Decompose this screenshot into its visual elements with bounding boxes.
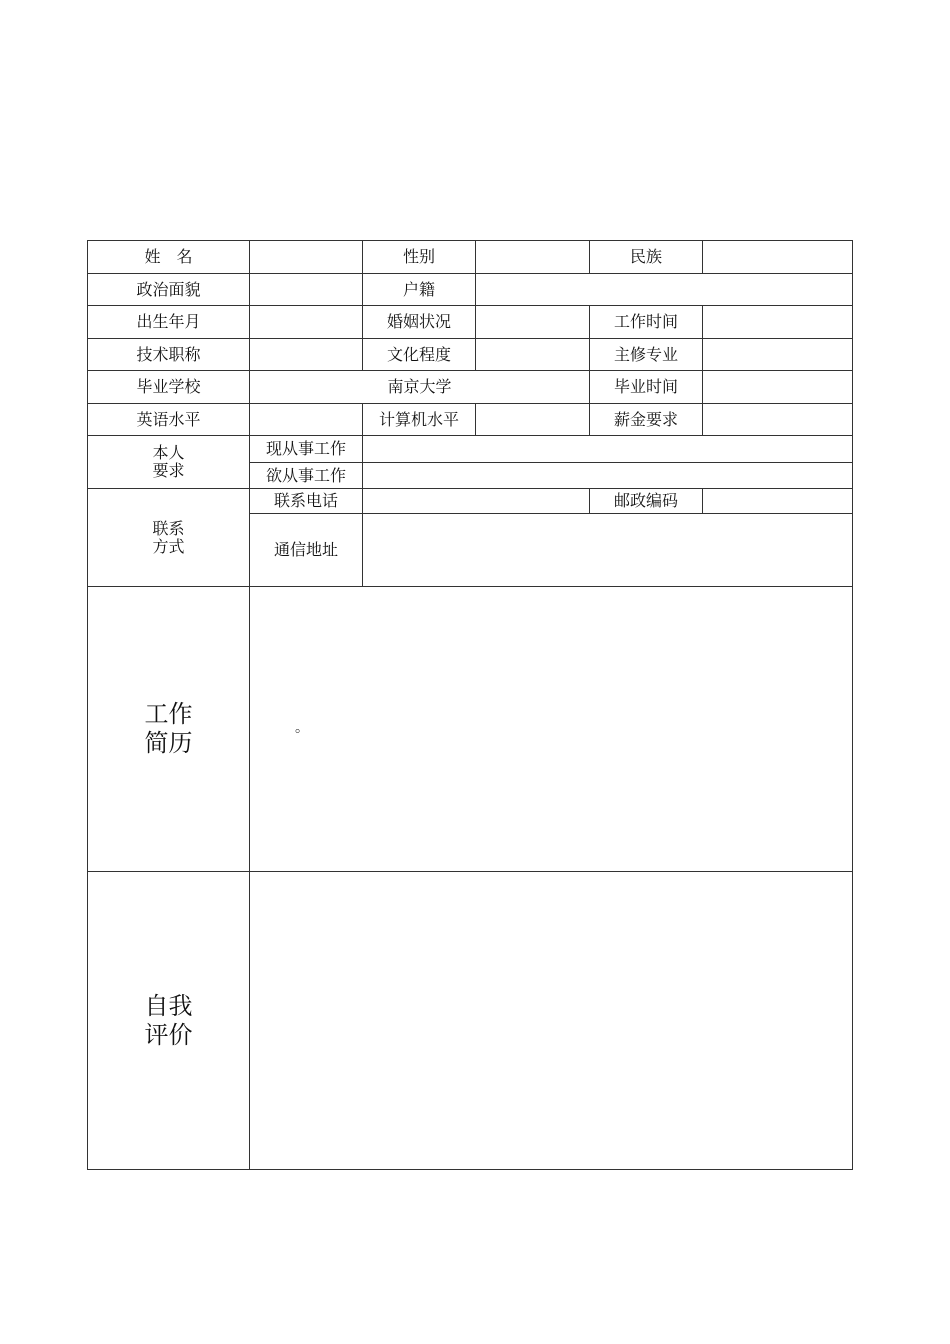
political-status-label: 政治面貌: [88, 274, 250, 306]
household-registration-field[interactable]: [476, 274, 853, 306]
technical-title-label: 技术职称: [88, 339, 250, 371]
postal-code-label: 邮政编码: [590, 489, 703, 514]
english-level-label: 英语水平: [88, 404, 250, 436]
name-label: 姓 名: [88, 241, 250, 274]
row-phone: [88, 489, 853, 514]
birth-date-label: 出生年月: [88, 306, 250, 339]
row-self-evaluation: [88, 872, 853, 1170]
computer-level-field[interactable]: [476, 404, 590, 436]
salary-requirement-field[interactable]: [703, 404, 853, 436]
row-name: [88, 241, 853, 274]
work-history-text: 。: [295, 719, 309, 736]
row-school: [88, 371, 853, 404]
education-level-label: 文化程度: [363, 339, 476, 371]
salary-requirement-label: 薪金要求: [590, 404, 703, 436]
work-time-field[interactable]: [703, 306, 853, 339]
work-history-label: [88, 587, 250, 872]
self-evaluation-label-line2: 评价: [144, 1020, 193, 1049]
self-evaluation-label-line1: 自我: [144, 991, 193, 1020]
mailing-address-field[interactable]: [363, 514, 853, 587]
self-evaluation-label: [88, 872, 250, 1170]
contact-label-line2: 方式: [152, 536, 185, 556]
row-birth: [88, 306, 853, 339]
ethnicity-field[interactable]: [703, 241, 853, 274]
contact-label: [88, 489, 250, 587]
computer-level-label: 计算机水平: [363, 404, 476, 436]
current-work-field[interactable]: [363, 436, 853, 463]
phone-label: 联系电话: [250, 489, 363, 514]
english-level-field[interactable]: [250, 404, 363, 436]
gender-label: 性别: [363, 241, 476, 274]
row-work-history: [88, 587, 853, 872]
graduated-school-label: 毕业学校: [88, 371, 250, 404]
personal-requirements-label-line1: 本人: [152, 443, 185, 462]
work-history-label-line1: 工作: [144, 700, 193, 728]
postal-code-field[interactable]: [703, 489, 853, 514]
gender-field[interactable]: [476, 241, 590, 274]
mailing-address-label: 通信地址: [250, 514, 363, 587]
marital-status-field[interactable]: [476, 306, 590, 339]
personal-requirements-label-line2: 要求: [152, 461, 185, 480]
desired-work-field[interactable]: [363, 463, 853, 489]
resume-form-table: [87, 240, 853, 1170]
contact-label-line1: 联系: [152, 518, 185, 538]
personal-requirements-label: [88, 436, 250, 489]
name-field[interactable]: [250, 241, 363, 274]
major-field[interactable]: [703, 339, 853, 371]
work-time-label: 工作时间: [590, 306, 703, 339]
current-work-label: 现从事工作: [250, 436, 363, 463]
graduation-time-field[interactable]: [703, 371, 853, 404]
birth-date-field[interactable]: [250, 306, 363, 339]
technical-title-field[interactable]: [250, 339, 363, 371]
political-status-field[interactable]: [250, 274, 363, 306]
row-title: [88, 339, 853, 371]
ethnicity-label: 民族: [590, 241, 703, 274]
row-political: [88, 274, 853, 306]
row-current-work: [88, 436, 853, 463]
graduation-time-label: 毕业时间: [590, 371, 703, 404]
graduated-school-field[interactable]: 南京大学: [250, 371, 590, 404]
desired-work-label: 欲从事工作: [250, 463, 363, 489]
row-skills: [88, 404, 853, 436]
self-evaluation-field[interactable]: [250, 872, 853, 1170]
phone-field[interactable]: [363, 489, 590, 514]
education-level-field[interactable]: [476, 339, 590, 371]
work-history-label-line2: 简历: [144, 729, 193, 757]
work-history-field[interactable]: [250, 587, 853, 872]
marital-status-label: 婚姻状况: [363, 306, 476, 339]
household-registration-label: 户籍: [363, 274, 476, 306]
major-label: 主修专业: [590, 339, 703, 371]
